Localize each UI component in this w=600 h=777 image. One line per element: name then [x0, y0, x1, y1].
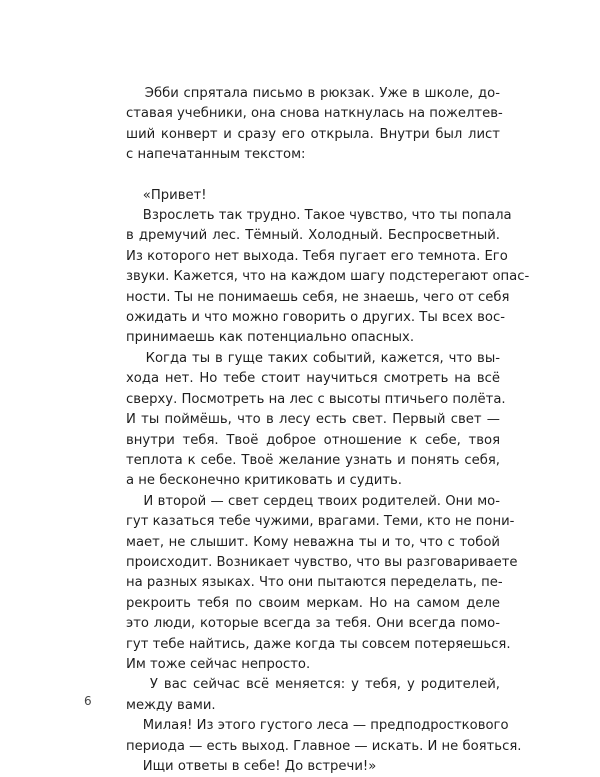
text-line: а не бесконечно критиковать и судить.	[126, 473, 402, 489]
text-line: периода — есть выход. Главное — искать. И не бояться.	[126, 738, 522, 754]
intro-paragraph	[126, 84, 503, 166]
text-line: на разных языках. Что они пытаются переделать, пе-	[126, 575, 503, 591]
page-number: 6	[84, 694, 92, 708]
text-line: мает, не слышит. Кому неважна ты и то, что с тобой	[126, 534, 500, 550]
text-line: это люди, которые всегда за тебя. Они всегда помо-	[126, 616, 500, 632]
text-line: принимаешь как потенциально опасных.	[126, 330, 415, 346]
text-line: Ищи ответы в себе! До встречи!»	[126, 759, 377, 774]
text-line: гут казаться тебе чужими, врагами. Теми, кто не пони-	[126, 514, 515, 530]
letter-paragraph	[126, 349, 506, 492]
text-line: Им тоже сейчас непросто.	[126, 656, 311, 672]
text-line: между вами.	[126, 697, 216, 713]
text-line: ставая учебники, она снова наткнулась на пожелтев-	[126, 106, 503, 122]
text-line: Милая! Из этого густого леса — предподросткового	[126, 718, 509, 734]
letter-greeting	[126, 186, 500, 206]
page-text	[126, 84, 530, 777]
text-line: рекроить тебя по своим меркам. Но на самом деле	[126, 595, 500, 611]
letter-paragraph	[126, 206, 530, 349]
text-line: ожидать и что можно говорить о других. Ты всех вос-	[126, 310, 505, 326]
letter-paragraph	[126, 716, 522, 777]
text-line: хода нет. Но тебе стоит научиться смотреть на всё	[126, 371, 500, 387]
text-line: ности. Ты не понимаешь себя, не знаешь, чего от себя	[126, 289, 510, 305]
text-line: Эбби спрятала письмо в рюкзак. Уже в школе, до-	[126, 86, 500, 101]
letter-paragraph	[126, 492, 518, 676]
text-line: в дремучий лес. Тёмный. Холодный. Беспросветный.	[126, 228, 500, 244]
text-line: сверху. Посмотреть на лес с высоты птичьего полёта.	[126, 391, 506, 407]
text-line: У вас сейчас всё меняется: у тебя, у родителей,	[126, 677, 500, 693]
text-line: теплота к себе. Твоё желание узнать и понять себя,	[126, 452, 500, 468]
text-line: происходит. Возникает чувство, что вы разговариваете	[126, 554, 518, 570]
text-line: гут тебе найтись, даже когда ты совсем потеряешься.	[126, 636, 511, 652]
text-line: Взрослеть так трудно. Такое чувство, что ты попала	[126, 208, 512, 224]
text-line: И ты поймёшь, что в лесу есть свет. Первый свет —	[126, 412, 500, 428]
text-line: внутри тебя. Твоё доброе отношение к себе, твоя	[126, 432, 500, 448]
text-line: И второй — свет сердец твоих родителей. Они мо-	[126, 493, 500, 509]
text-line: Когда ты в гуще таких событий, кажется, что вы-	[126, 350, 500, 366]
text-line: «Привет!	[126, 187, 207, 203]
text-line: с напечатанным текстом:	[126, 147, 306, 163]
letter-paragraph	[126, 675, 500, 716]
text-line: звуки. Кажется, что на каждом шагу подстерегают опас-	[126, 269, 530, 285]
text-line: Из которого нет выхода. Тебя пугает его темнота. Его	[126, 248, 508, 264]
text-line: ший конверт и сразу его открыла. Внутри был лист	[126, 126, 500, 142]
